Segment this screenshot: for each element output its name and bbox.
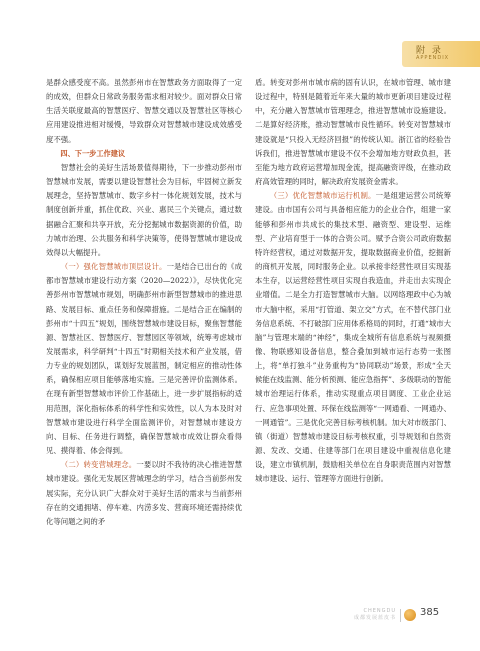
appendix-header-tab	[402, 41, 480, 67]
subheading-two: （二）转变营城理念。	[60, 460, 137, 470]
left-paragraph-4	[46, 458, 242, 529]
left-paragraph-1: 是群众感受度不高。虽然彭州市在智慧政务方面取得了一定的成效，但群众日常政务服务需求相对较少。面对群众日常生活关联度最高的智慧医疗、智慧交通以及智慧社区等核心应用建设推进相对缓慢，导致群众对智慧城市建设成效感受度不强。	[46, 78, 242, 144]
left-paragraph-3	[46, 260, 242, 458]
page-circle-icon	[404, 609, 416, 621]
page-number: 385	[420, 607, 440, 618]
right-paragraph-2	[255, 189, 451, 486]
subheading-three-body: 一是组建运营公司统筹建设。由市国有公司与具备相应能力的企业合作，组建一家能够和彭州市共成长的集技术型、融资型、建设型、运维型、产业培育型于一体的合资公司。赋予合资公司政府数据特许经营权，通过对数据开发，提取数据商业价值，挖掘新的商机开发展，同时服务企业。以承接非经营性项目实现基本生存，以运营经营性项目实现自我造血，并走出去实现企业增值。二是全力打造智慧城市大脑。以网络理政中心为城市大脑中枢，采用“打管道、架立交”方式，在不替代部门业务信息系统、不打破部门应用体系格局的同时，打通“城市大脑”与管理末端的“神经”，集成全城所有信息系统与视频摄像、物联感知设备信息，整合叠加到城市运行态势一张图上，将“单打独斗”业务重构为“协同联动”场景，形成“全天候能在线监测、能分析预测、能应急指挥”、多级联动的智能城市治理运行体系，推动实现重点项目调度、工业企业运行、应急事项处置、环保在线监测等“一网通看、一网通办、一网通管”。三是优化完善目标考核机制。加大对市级部门、镇（街道）智慧城市建设目标考核权重，引导规划和自然资源、发改、交通、住建等部门在项目建设中重视信息化建设，建立市镇机制，鼓励相关单位在自身职责范围内对智慧城市建设、运行、管理等方面进行创新。	[255, 191, 451, 484]
footer-brand	[336, 608, 396, 622]
subheading-one: （一）强化智慧城市顶层设计。	[60, 262, 167, 272]
right-column	[255, 76, 451, 487]
appendix-subtitle: APPENDIX	[416, 55, 450, 61]
footer-divider	[400, 609, 401, 622]
appendix-title: 附 录	[416, 46, 443, 56]
left-paragraph-2: 智慧社会的美好生活场景值得期待，下一步推动彭州市智慧城市发展，需要以建设智慧社会为目标，牢固树立新发展理念，坚持智慧城市、数字乡村一体化规划发展，技术与制度创新并重，抓住优政、兴业、惠民三个关键点，通过数据融合汇聚和共享开放，充分挖掘城市数据资源的价值，助力城市治理、公共服务和科学决策等，使得智慧城市建设成效得以大幅提升。	[46, 162, 242, 257]
subheading-three: （三）优化智慧城市运行机制。	[269, 191, 376, 201]
left-column	[46, 76, 242, 529]
footer-brand-line1: CHENGDU	[363, 608, 396, 614]
subheading-one-body: 一是结合已出台的《成都市智慧城市建设行动方案（2020—2022）》，尽快优化完善彭州市智慧城市规划，明确彭州市新型智慧城市的推进思路、发展目标、重点任务和保障措施。二是结合正在编制的彭州市“十四五”规划，围绕智慧城市建设目标，聚焦智慧能源、智慧社区、智慧医疗、智慧园区等领域，统筹考虑城市发展需求，科学研判“十四五”时期相关技术和产业发展，借力专业的规划团队，谋划好发展蓝图，制定相应的推动性体系，确保相应项目能够落地实施。三是完善评价监测体系。在现有新型智慧城市评价工作基础上，进一步扩展指标的适用范围，深化指标体系的科学性和实效性，以人为本及时对智慧城市建设进行科学全面监测评价，对智慧城市建设方向、目标、任务进行调整，确保智慧城市成效让群众看得见、摸得着、体会得到。	[46, 262, 242, 456]
subheading-two-body: 一要以时不我待的决心推进智慧城市建设。强化无发展区营城理念的学习，结合当前彭州发展实际，充分认识广大群众对于美好生活的需求与当前彭州存在的交通拥堵、停车难、内涝多发、营商环境还需持续优化等问题之间的矛	[46, 460, 242, 526]
section-heading-four: 四、下一步工作建议	[60, 148, 126, 158]
footer-brand-line2: 成都发展蓝皮书	[353, 615, 396, 621]
right-paragraph-1: 盾。转变对彭州市城市病的固有认识，在城市管理、城市建设过程中，特别是随着近年来大量的城市更新项目建设过程中，充分融入智慧城市管理理念，推进智慧城市设施建设。二是算好经济账，推动智慧城市良性循环。转变对智慧城市建设就是“只投入无经济回报”的传统认知。浙江省的经验告诉我们，推进智慧城市建设不仅不会增加地方财政负担，甚至能为地方政府运营增加现金流，提高融资评级，在推动政府高效管理的同时，解决政府发展资金需求。	[255, 78, 451, 187]
